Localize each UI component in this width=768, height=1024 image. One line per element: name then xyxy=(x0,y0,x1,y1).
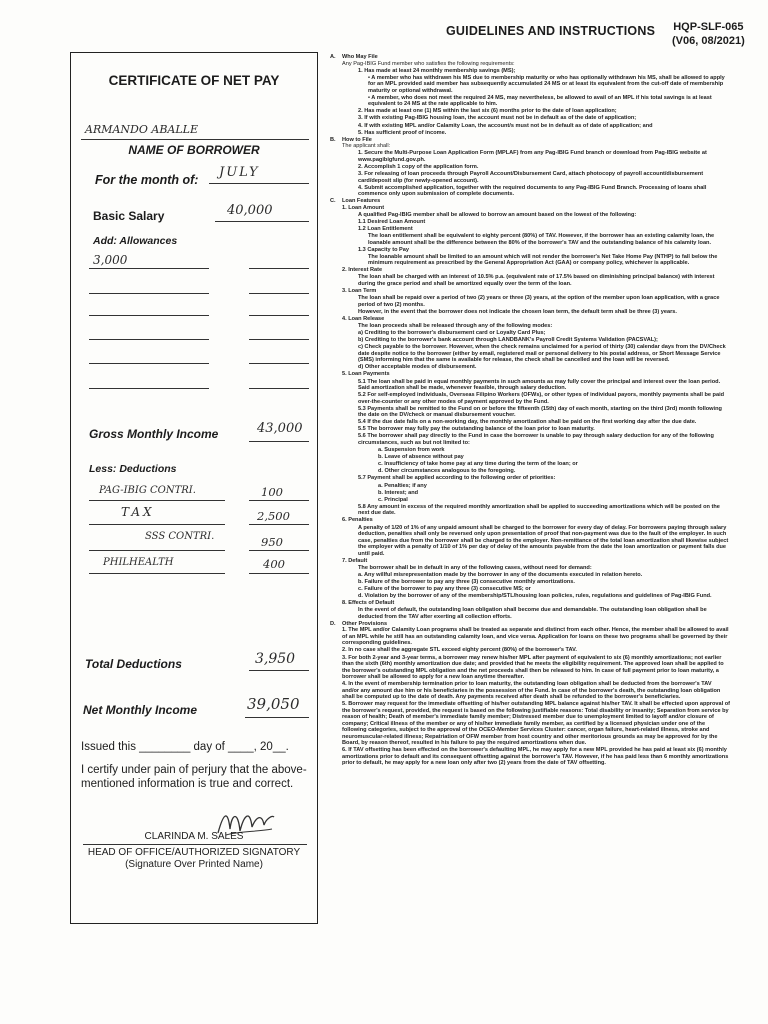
deduction-amount: 400 xyxy=(263,557,285,571)
month-label: For the month of: xyxy=(95,173,199,187)
paragraph: However, in the event that the borrower does not indicate the chosen loan term, the default term shall be three (3) years. xyxy=(358,308,677,315)
deduction-line xyxy=(89,573,225,574)
paragraph: A penalty of 1/20 of 1% of any unpaid amount shall be charged to the borrower for every day of delay. For borrowers paying through salary deduction, penalties shall only be reversed only upon presentation of proof that non-payment was due to the fault of the employer. In such case, penalties due from the borrower shall be charged to the employer. Non-remittance of the total loan amortization shall likewise subject the employer with a penalty of 1/10 of 1% per day of delay of the amounts payable from the date the loan amortization or payment falls due until paid. xyxy=(358,524,729,557)
deduction-amount: 100 xyxy=(261,485,283,499)
deduction-amount-line xyxy=(249,500,309,501)
list-item: b. Leave of absence without pay xyxy=(378,454,464,461)
list-item: 4. Submit accomplished application, together with the required documents to any Pag-IBIG Fund Branch. Processing of loans shall commence only upon submission of complete documents. xyxy=(358,184,707,198)
deduction-line xyxy=(89,524,225,525)
allowance-amount-line xyxy=(249,339,309,340)
signatory-name: CLARINDA M. SALES xyxy=(144,831,244,842)
basic-salary-label: Basic Salary xyxy=(93,209,165,223)
list-item: c. Insufficiency of take home pay at any time during the term of the loan; or xyxy=(378,461,578,468)
list-item: 1. Secure the Multi-Purpose Loan Application Form (MPLAF) from any Pag-IBIG Fund branch or download from Pag-IBIG website at www.pagibigfund.gov.ph. xyxy=(358,150,707,163)
allowance-amount-line xyxy=(249,363,309,364)
list-item: a. Any willful misrepresentation made by the borrower in any of the documents executed in relation hereto. xyxy=(358,571,643,578)
deduction-name: PAG-IBIG CONTRI. xyxy=(99,485,196,496)
list-item: 3. If with existing Pag-IBIG housing loan, the account must not be in default as of the date of application; xyxy=(358,115,637,122)
list-item: 2. Has made at least one (1) MS within the last six (6) months prior to the date of loan application; xyxy=(358,108,617,115)
list-item: 1. The MPL and/or Calamity Loan programs shall be treated as separate and distinct from each other. Hence, the member shall be allowed to avail of an MPL while he still has an outstanding calamity loan, and vice versa. Application for loans on these two programs shall be governed by their corresponding guidelines. xyxy=(342,627,729,647)
certificate-of-net-pay xyxy=(70,52,318,924)
subsection-title: 1. Loan Amount xyxy=(342,204,385,211)
allowance-amount-line xyxy=(249,293,309,294)
list-item: c) Check payable to the borrower. However, when the check remains unclaimed for a period of thirty (30) calendar days from the DV/Check date despite notice to the borrower (either by email, registered mail or personal delivery to his postal address, or Short Message Service (SMS) informing him that the same is available for release, the check shall be cancelled and the loan will be reversed. xyxy=(358,344,726,364)
list-item: 5. Borrower may request for the immediate offsetting of his/her outstanding MPL balance against his/her TAV. It shall be effected upon approval of the borrower's request, provided, the request is based on the following justifiable reasons: Total disability or insanity; Separation from service by reason of health; Death of member's immediate family member; Distressed member due to unemployment limited to layoff and/or closure of company; Critical illness of the member or any of his/her immediate family member, as certified by a licensed physician under one of the following categories, subject to the approval of the OCEO-Member Services Cluster: cancer, organ failure, heart-related illness, stroke and neuromuscular-related illness; Repatriation of OFW member from host country and other meritorious grounds as may be approved for by the Board, by reason thereof, resulted in his failure to pay the required amortizations when due. xyxy=(342,701,731,747)
list-item: 2. In no case shall the aggregate STL exceed eighty percent (80%) of the borrower's TAV. xyxy=(342,647,577,654)
name-of-borrower-label: NAME OF BORROWER xyxy=(128,143,260,157)
list-item: 1.3 Capacity to Pay xyxy=(358,246,409,253)
deduction-amount: 2,500 xyxy=(257,509,290,523)
allowance-amount-line xyxy=(249,388,309,389)
section-letter: A. xyxy=(330,54,336,60)
subsection-title: 2. Interest Rate xyxy=(342,267,383,274)
section-letter: B. xyxy=(330,136,336,143)
allowance-line xyxy=(89,363,209,364)
month-value: JULY xyxy=(219,165,260,180)
list-item: 5.8 Any amount in excess of the required monthly amortization shall be applied to succeeding amortizations which will be posted on the next due date. xyxy=(358,503,720,517)
paragraph: The loan shall be repaid over a period of two (2) years or three (3) years, at the option of the member upon loan application, with a grace period of two (2) months. xyxy=(358,295,720,308)
form-code-block xyxy=(672,20,745,48)
list-item: d. Other circumstances analogous to the foregoing. xyxy=(378,468,516,475)
list-item: 1. Has made at least 24 monthly membership savings (MS); xyxy=(358,67,516,74)
borrower-name-line xyxy=(81,139,309,140)
list-item: 1.1 Desired Loan Amount xyxy=(358,218,426,225)
total-deductions-line xyxy=(249,670,309,671)
allowance-line xyxy=(89,293,209,294)
paragraph: Any Pag-IBIG Fund member who satisfies the following requirements: xyxy=(342,60,515,67)
list-item: • A member who has withdrawn his MS due to membership maturity or who has optionally withdrawn his MS, shall be allowed to apply for an MPL provided said member has subsequently accumulated 24 MS or at least its equivalent from the cut-off date of membership maturity or optional withdrawal. xyxy=(368,74,725,94)
allowance-amount-line xyxy=(249,315,309,316)
list-item: 5.2 For self-employed individuals, Overseas Filipino Workers (OFWs), or other types of individual payors, monthly payments shall be paid over-the-counter or any other modes of payment approved by the Fund. xyxy=(358,392,725,405)
list-item: b) Crediting to the borrower's bank account through LANDBANK's Payroll Credit Systems Validation (PACSVAL); xyxy=(358,337,658,344)
list-item: 5.3 Payments shall be remitted to the Fund on or before the fifteenth (15th) day of each month, starting on the third (3rd) month following the date on the DV/check or manual disbursement voucher. xyxy=(358,405,722,419)
gross-income-label: Gross Monthly Income xyxy=(89,427,219,441)
signatory-caption: (Signature Over Printed Name) xyxy=(125,859,263,870)
gross-income-value: 43,000 xyxy=(257,421,303,436)
allowance-amount-line xyxy=(249,268,309,269)
form-version: (V06, 08/2021) xyxy=(672,35,745,47)
subsection-title: 5. Loan Payments xyxy=(342,371,390,378)
list-item: d. Violation by the borrower of any of the membership/STL/housing loan policies, rules, regulations and guidelines of Pag-IBIG Fund. xyxy=(358,593,712,600)
section-letter: C. xyxy=(330,198,336,205)
list-item: 3. For both 2-year and 3-year terms, a borrower may renew his/her MPL after payment of equivalent to six (6) monthly amortizations; not earlier than the sixth (6th) monthly amortization due date; and provided that he meets the eligibility requirement. The approved loan shall be applied to the borrower's outstanding MPL obligation and the net proceeds shall then be released to him. In case of full payment prior to loan maturity, a borrower shall be allowed to apply for a new loan anytime thereafter. xyxy=(342,654,724,681)
list-item: a. Penalties; if any xyxy=(378,482,427,489)
list-item: 5.5 The borrower may fully pay the outstanding balance of the loan prior to loan maturity. xyxy=(358,426,595,433)
signatory-title: HEAD OF OFFICE/AUTHORIZED SIGNATORY xyxy=(87,847,301,858)
section-title: Other Provisions xyxy=(342,620,388,627)
allowance-line xyxy=(89,315,209,316)
paragraph: The loan shall be charged with an interest of 10.5% p.a. (equivalent rate of 17.5% based on diminishing principal balance) with interest during the grace period and shall be amortized equally over the term of the loan. xyxy=(358,274,715,287)
subsection-title: 7. Default xyxy=(342,557,368,564)
subsection-title: 8. Effects of Default xyxy=(342,600,395,607)
deduction-name: TAX xyxy=(121,505,155,519)
allowance-line xyxy=(89,268,209,269)
deduction-name: PHILHEALTH xyxy=(103,557,174,568)
basic-salary-line xyxy=(215,221,309,222)
net-income-line xyxy=(245,717,309,718)
deduction-amount-line xyxy=(249,573,309,574)
paragraph: In the event of default, the outstanding loan obligation shall become due and demandable. The outstanding loan obligation shall be deducted from the TAV after exerting all collection efforts. xyxy=(358,607,707,620)
section-title: Who May File xyxy=(342,54,378,60)
form-code: HQP-SLF-065 xyxy=(673,21,744,33)
list-item: 1.2 Loan Entitlement xyxy=(358,226,413,232)
list-item: d) Other acceptable modes of disbursement. xyxy=(358,364,477,371)
paragraph: The loan proceeds shall be released through any of the following modes: xyxy=(358,322,553,329)
net-income-label: Net Monthly Income xyxy=(83,703,198,717)
subsection-title: 4. Loan Release xyxy=(342,315,385,322)
section-title: Loan Features xyxy=(342,198,381,205)
allowance-value: 3,000 xyxy=(93,253,128,267)
allowance-line xyxy=(89,388,209,389)
net-income-value: 39,050 xyxy=(247,695,300,713)
list-item: 2. Accomplish 1 copy of the application form. xyxy=(358,163,479,170)
issued-date-text: Issued this ________ day of ____, 20__. xyxy=(81,741,289,753)
section-letter: D. xyxy=(330,620,336,627)
signature-line xyxy=(83,844,307,845)
list-item: c. Principal xyxy=(378,496,408,503)
deduction-amount-line xyxy=(249,550,309,551)
list-item: • A member, who does not meet the required 24 MS, may nevertheless, be allowed to avail of an MPL if his total savings is at least equivalent to 24 MS at the rate applicable to him. xyxy=(368,94,712,108)
list-item: 5.4 If the due date falls on a non-working day, the monthly amortization shall be paid on the first working day after the due date. xyxy=(358,419,697,426)
paragraph: A qualified Pag-IBIG member shall be allowed to borrow an amount based on the lowest of the following: xyxy=(358,211,637,218)
paragraph: The loanable amount shall be limited to an amount which will not render the borrower's Net Take Home Pay (NTHP) to fall below the minimum requirement as prescribed by the General Appropriation Act (GAA) or company policy, whichever is applicable. xyxy=(368,253,718,267)
deduction-line xyxy=(89,500,225,501)
deduction-amount-line xyxy=(249,524,309,525)
list-item: 4. If with existing MPL and/or Calamity Loan, the account/s must not be in default as of date of application; and xyxy=(358,122,653,129)
guidelines-text xyxy=(330,54,730,767)
list-item: a. Suspension from work xyxy=(378,447,445,454)
list-item: 5.1 The loan shall be paid in equal monthly payments in such amounts as may fully cover the principal and interest over the loan period. Said amortization shall be made, whenever feasible, through salary deduction. xyxy=(358,378,721,391)
allowance-line xyxy=(89,339,209,340)
allowances-label: Add: Allowances xyxy=(93,235,178,247)
list-item: b. Interest; and xyxy=(378,489,419,496)
deduction-amount: 950 xyxy=(261,535,283,549)
total-deductions-value: 3,950 xyxy=(255,651,296,667)
list-item: 5.6 The borrower shall pay directly to the Fund in case the borrower is unable to pay through salary deduction for any of the following circumstances, such as but not limited to: xyxy=(358,433,714,446)
list-item: a) Crediting to the borrower's disbursement card or Loyalty Card Plus; xyxy=(358,330,546,337)
paragraph: The loan entitlement shall be equivalent to eighty percent (80%) of TAV. However, if the borrower has an existing calamity loan, the loanable amount shall be the difference between the 80% of the borrower's TAV and the outstanding balance of his calamity loan. xyxy=(368,233,715,246)
section-title: How to File xyxy=(342,136,372,143)
list-item: b. Failure of the borrower to pay any three (3) consecutive monthly amortizations. xyxy=(358,578,575,585)
certification-text: I certify under pain of perjury that the above-mentioned information is true and correct. xyxy=(81,764,307,790)
subsection-title: 6. Penalties xyxy=(342,517,373,524)
subsection-title: 3. Loan Term xyxy=(342,288,377,295)
paragraph: The applicant shall: xyxy=(342,143,391,150)
guidelines-title: GUIDELINES AND INSTRUCTIONS xyxy=(446,24,656,38)
list-item: 5. Has sufficient proof of income. xyxy=(358,129,447,136)
total-deductions-label: Total Deductions xyxy=(85,657,182,671)
list-item: c. Failure of the borrower to pay any three (3) consecutive MS; or xyxy=(358,585,531,592)
list-item: 4. In the event of membership termination prior to loan maturity, the outstanding loan obligation shall be deducted from the borrower's TAV and/or any amount due him or his beneficiaries in the possession of the Fund. In case of the borrower's death, the outstanding loan obligation shall be computed up to the date of death. Any payments received after death shall be refunded to the borrower's beneficiaries. xyxy=(342,681,721,701)
list-item: 3. For releasing of loan proceeds through Payroll Account/Disbursement Card, attach photocopy of payroll account/disbursement card/deposit slip (for newly-opened account). xyxy=(358,171,704,184)
month-line xyxy=(209,183,309,184)
basic-salary-value: 40,000 xyxy=(227,203,273,218)
paragraph: The borrower shall be in default in any of the following cases, without need for demand: xyxy=(358,564,592,571)
gross-income-line xyxy=(249,441,309,442)
deduction-name: SSS CONTRI. xyxy=(145,531,215,542)
list-item: 5.7 Payment shall be applied according to the following order of priorities: xyxy=(358,475,556,482)
certificate-title: CERTIFICATE OF NET PAY xyxy=(108,73,280,88)
list-item: 6. If TAV offsetting has been effected on the borrower's defaulting MPL, he may apply for a new MPL provided he has paid at least six (6) monthly amortizations prior to default and its consequent offsetting against the borrower's TAV. However, if he has paid less than 6 monthly amortizations prior to default, he may apply for a new loan only after two (2) years from the date of TAV offsetting. xyxy=(342,747,729,767)
deductions-label: Less: Deductions xyxy=(89,463,177,475)
deduction-line xyxy=(89,550,225,551)
borrower-name-value: ARMANDO ABALLE xyxy=(85,123,199,136)
